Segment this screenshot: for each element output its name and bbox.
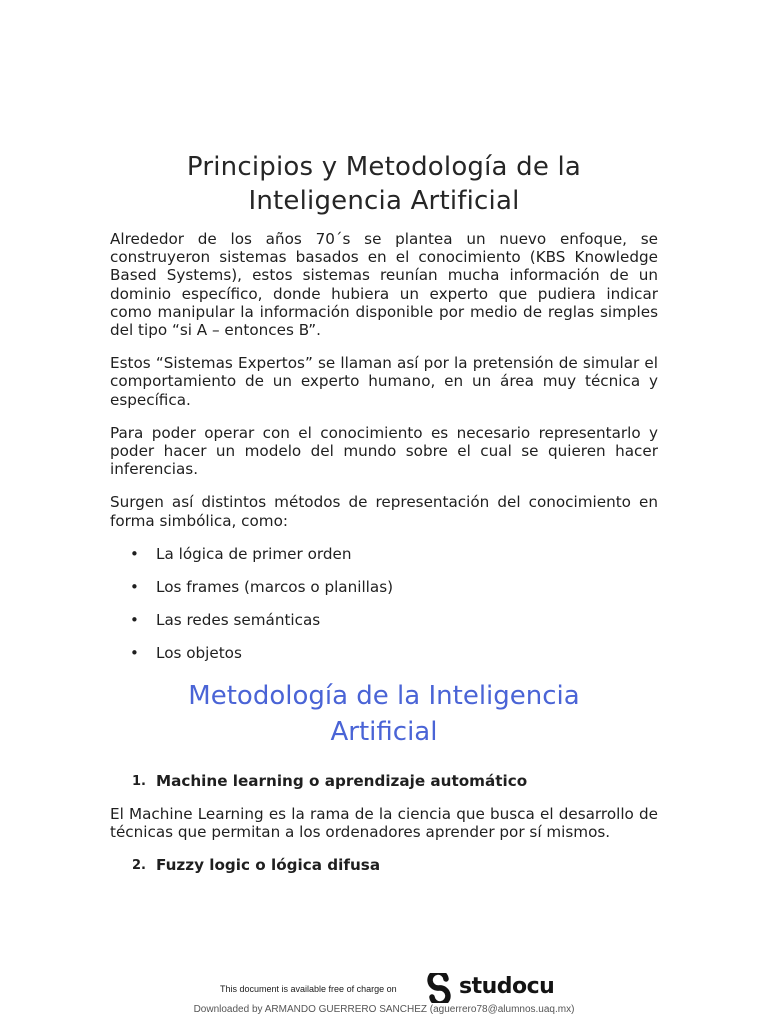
bullet-icon: •	[130, 544, 139, 563]
section-heading-line-2: Artificial	[330, 716, 438, 747]
list-item-text: Los frames (marcos o planillas)	[156, 577, 394, 596]
list-item	[110, 545, 658, 578]
list-item	[110, 644, 658, 677]
title-line-2: Inteligencia Artificial	[248, 186, 520, 216]
title-line-1: Principios y Metodología de la	[186, 152, 582, 182]
section-heading-line-1: Metodología de la Inteligencia	[188, 680, 580, 711]
list-item-text: Los objetos	[156, 643, 242, 662]
document-page	[110, 150, 658, 889]
item-number: 1.	[132, 773, 146, 789]
numbered-item-fuzzy-logic	[110, 856, 658, 874]
list-item-text: Las redes semánticas	[156, 610, 321, 629]
studocu-brand[interactable]: studocu	[459, 974, 555, 999]
list-item	[110, 578, 658, 611]
availability-note: This document is available free of charge on	[220, 984, 397, 994]
paragraph-machine-learning: El Machine Learning es la rama de la ciencia que busca el desarrollo de técnicas que permitan a los ordenadores aprender por sí mismos.	[110, 804, 658, 842]
methods-list	[110, 545, 658, 677]
item-heading: Fuzzy logic o lógica difusa	[156, 856, 381, 875]
item-number: 2.	[132, 858, 146, 874]
page-title	[110, 150, 658, 218]
list-item-text: La lógica de primer orden	[156, 544, 352, 563]
list-item	[110, 611, 658, 644]
paragraph-representation: Para poder operar con el conocimiento es necesario representarlo y poder hacer un modelo del mundo sobre el cual se quieren hacer inferencias.	[110, 423, 658, 479]
bullet-icon: •	[130, 577, 139, 596]
paragraph-kbs: Alrededor de los años 70´s se plantea un nuevo enfoque, se construyeron sistemas basados en el conocimiento (KBS Knowledge Based Systems), estos sistemas reunían mucha información de un dominio específico, donde hubiera un experto que pudiera indicar como manipular la información disponible por medio de reglas simples del tipo “si A – entonces B”.	[110, 230, 658, 340]
studocu-footer	[0, 970, 768, 1006]
studocu-logo-icon[interactable]	[424, 973, 454, 1003]
paragraph-expert-systems: Estos “Sistemas Expertos” se llaman así por la pretensión de simular el comportamiento de un experto humano, en un área muy técnica y específica.	[110, 354, 658, 409]
bullet-icon: •	[130, 643, 139, 662]
item-heading: Machine learning o aprendizaje automático	[156, 771, 528, 790]
numbered-item-machine-learning	[110, 772, 658, 790]
paragraph-methods: Surgen así distintos métodos de representación del conocimiento en forma simbólica, como:	[110, 493, 658, 530]
download-attribution: Downloaded by ARMANDO GUERRERO SANCHEZ (aguerrero78@alumnos.uaq.mx)	[193, 1004, 575, 1015]
bullet-icon: •	[130, 610, 139, 629]
section-heading	[110, 678, 658, 750]
